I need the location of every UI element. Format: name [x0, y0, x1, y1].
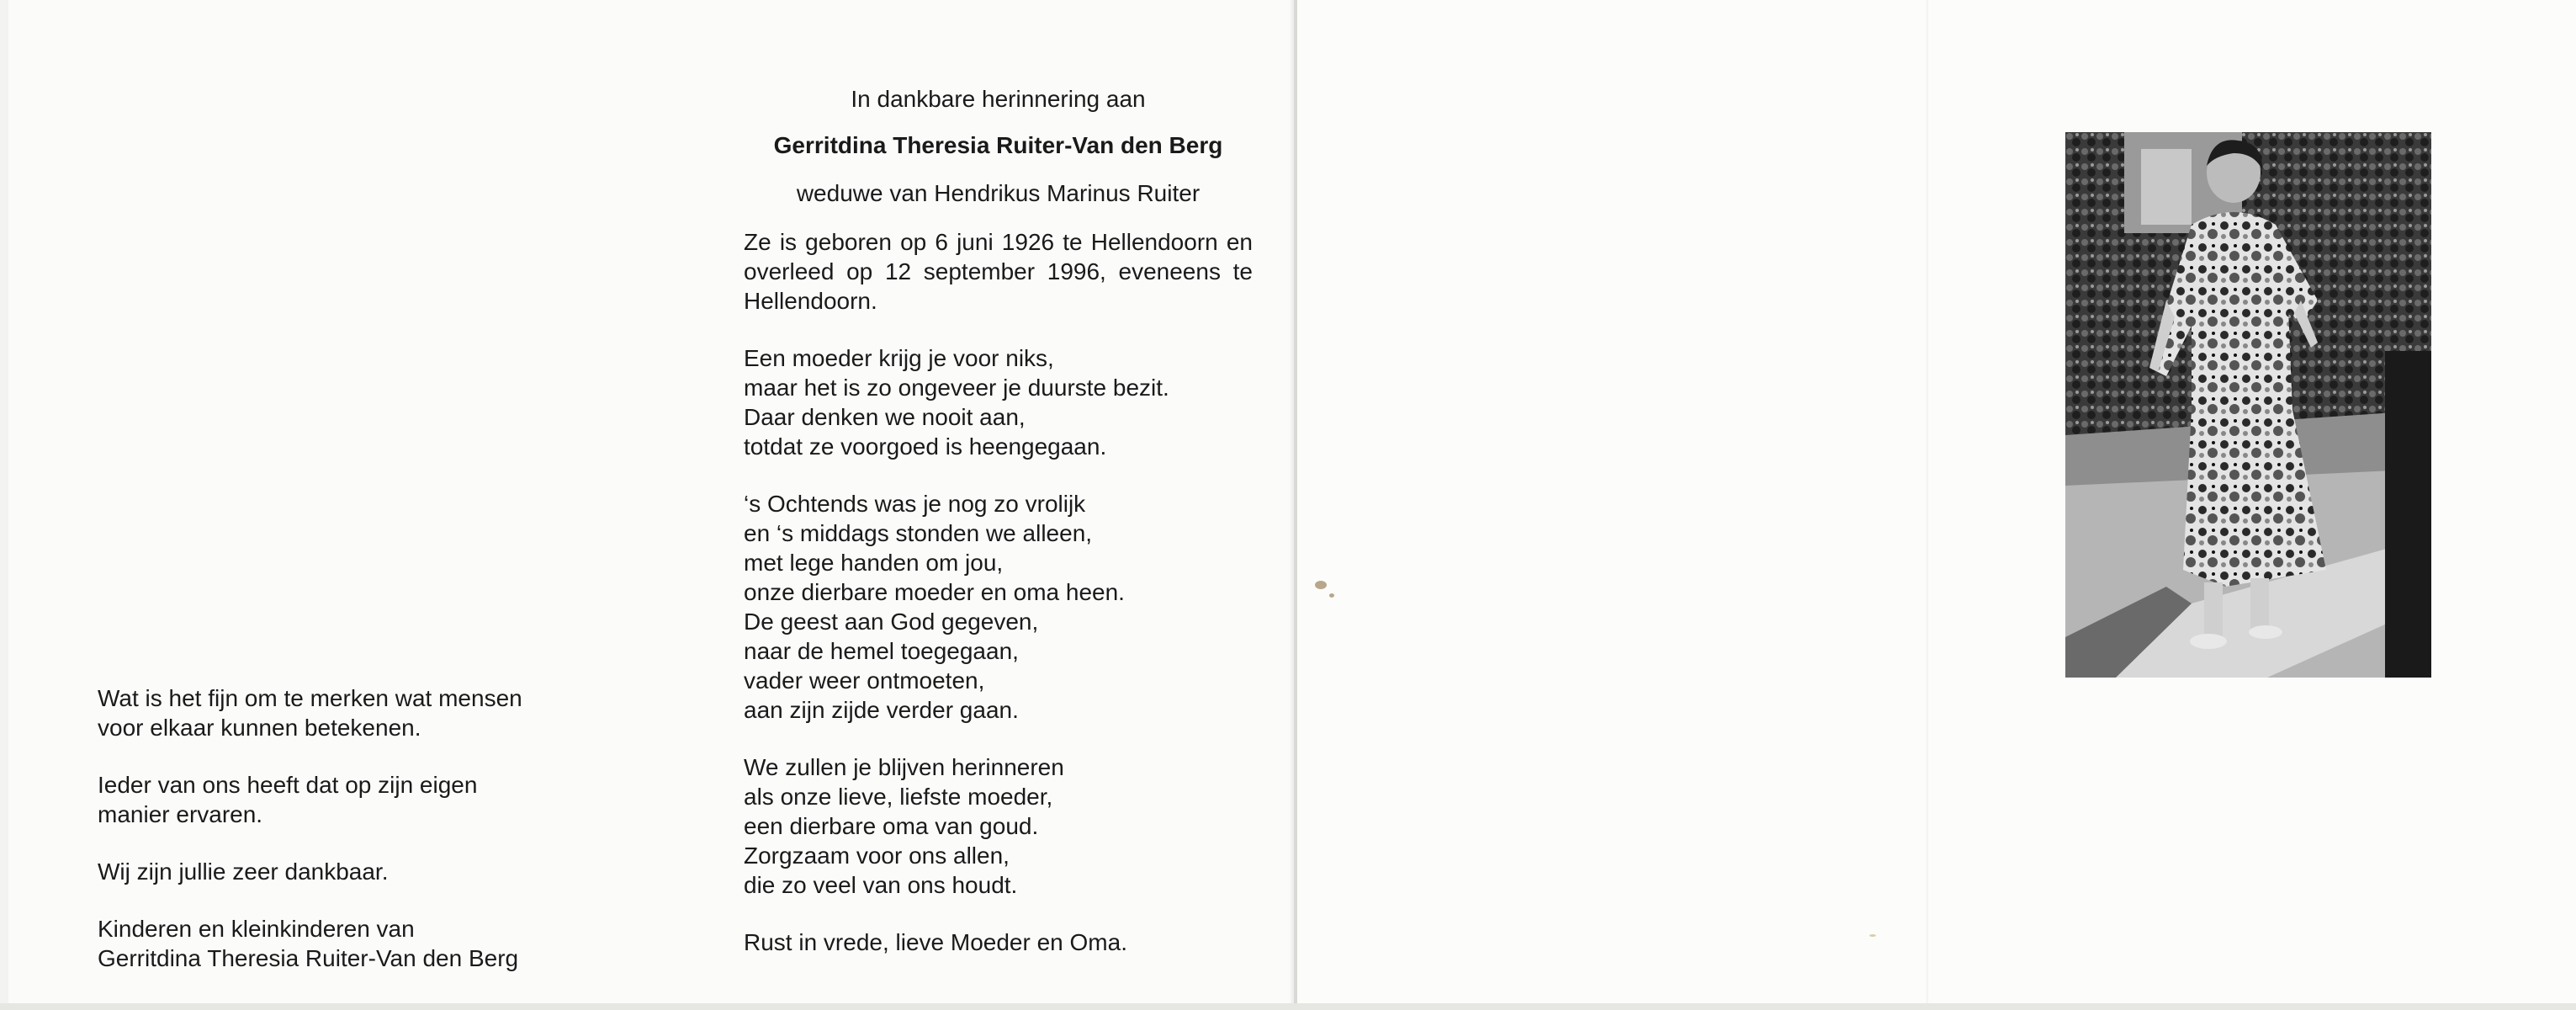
poem-line: onze dierbare moeder en oma heen. — [744, 579, 1125, 605]
thanks-line: voor elkaar kunnen betekenen. — [98, 715, 421, 741]
bottom-edge — [0, 1003, 2576, 1010]
card-crease — [1927, 0, 1928, 1010]
poem-stanza — [744, 928, 1253, 957]
thanks-paragraph — [98, 914, 619, 973]
thanks-line: Wij zijn jullie zeer dankbaar. — [98, 858, 389, 885]
thanks-line: manier ervaren. — [98, 801, 263, 827]
poem-line: naar de hemel toegegaan, — [744, 638, 1019, 664]
poem-stanza — [744, 343, 1253, 461]
thanks-paragraph — [98, 857, 619, 886]
memorial-text — [744, 84, 1253, 985]
portrait-photo-icon — [2065, 132, 2431, 678]
thanks-line: Kinderen en kleinkinderen van — [98, 916, 415, 942]
poem-line: als onze lieve, liefste moeder, — [744, 784, 1053, 810]
poem-line: Een moeder krijg je voor niks, — [744, 345, 1054, 371]
bio-paragraph: Ze is geboren op 6 juni 1926 te Hellendoorn en overleed op 12 september 1996, eveneens te Hellendoorn. — [744, 229, 1253, 314]
widow-line: weduwe van Hendrikus Marinus Ruiter — [796, 180, 1201, 206]
intro-line: In dankbare herinnering aan — [851, 86, 1146, 112]
paper-speck — [1315, 581, 1327, 589]
poem-line: ‘s Ochtends was je nog zo vrolijk — [744, 491, 1086, 517]
deceased-name: Gerritdina Theresia Ruiter-Van den Berg — [773, 132, 1223, 158]
poem-line: totdat ze voorgoed is heengegaan. — [744, 433, 1107, 460]
paper-speck — [1329, 593, 1334, 598]
thanks-paragraph — [98, 683, 619, 742]
poem-line: een dierbare oma van goud. — [744, 813, 1039, 839]
thanks-section — [98, 683, 619, 1001]
thanks-paragraph — [98, 770, 619, 829]
card-fold — [1294, 0, 1297, 1010]
poem-line: aan zijn zijde verder gaan. — [744, 697, 1019, 723]
poem-line: Zorgzaam voor ons allen, — [744, 843, 1010, 869]
poem-line: De geest aan God gegeven, — [744, 609, 1039, 635]
poem-line: Daar denken we nooit aan, — [744, 404, 1026, 430]
poem-line: vader weer ontmoeten, — [744, 667, 985, 694]
thanks-line: Wat is het fijn om te merken wat mensen — [98, 685, 522, 711]
poem-line: Rust in vrede, lieve Moeder en Oma. — [744, 929, 1127, 955]
portrait-photo — [2065, 132, 2431, 678]
poem-line: maar het is zo ongeveer je duurste bezit. — [744, 375, 1169, 401]
poem-line: We zullen je blijven herinneren — [744, 754, 1064, 780]
poem-line: die zo veel van ons houdt. — [744, 872, 1018, 898]
thanks-line: Gerritdina Theresia Ruiter-Van den Berg — [98, 945, 519, 971]
poem-line: en ‘s middags stonden we alleen, — [744, 520, 1093, 546]
poem-stanza — [744, 752, 1253, 900]
paper-speck — [1869, 934, 1876, 937]
thanks-line: Ieder van ons heeft dat op zijn eigen — [98, 772, 478, 798]
poem-stanza — [744, 489, 1253, 725]
poem-line: met lege handen om jou, — [744, 550, 1004, 576]
